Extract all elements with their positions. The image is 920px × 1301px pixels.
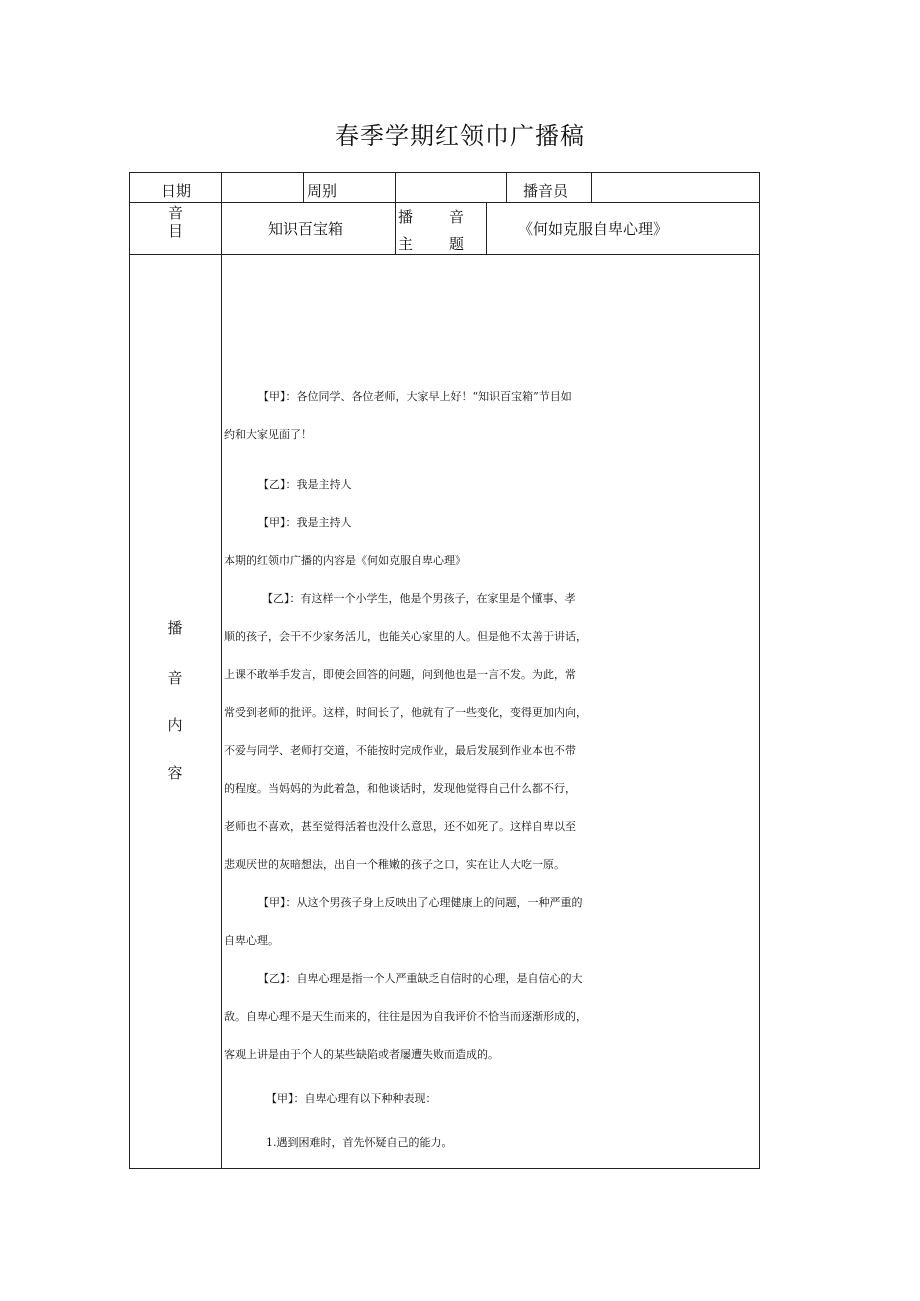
week-value[interactable]: [398, 180, 504, 202]
row-divider-1: [129, 202, 760, 203]
content-label-char-3: 内: [167, 716, 183, 734]
content-line: 【甲】：自卑心理有以下种种表现：: [266, 1092, 437, 1105]
content-line: 老师也不喜欢，甚至觉得活着也没什么意思，还不如死了。这样自卑以至: [224, 820, 576, 833]
date-label: 日期: [161, 182, 192, 200]
theme-label-b: 音: [449, 208, 465, 226]
content-label-char-4: 容: [167, 764, 183, 782]
content-line: 【甲】：我是主持人: [258, 516, 352, 529]
announcer-value[interactable]: [594, 180, 754, 202]
content-line: 本期的红领巾广播的内容是《何如克服自卑心理》: [224, 554, 466, 567]
content-line: 【乙】：自卑心理是指一个人严重缺乏自信时的心理，是自信心的大: [258, 972, 583, 985]
content-line: 悲观厌世的灰暗想法，出自一个稚嫩的孩子之口，实在让人大吃一原。: [224, 858, 565, 871]
program-label-line2: 目: [168, 222, 184, 240]
week-label: 周别: [307, 182, 338, 200]
program-label-line1: 音: [168, 204, 184, 222]
theme-label-c: 主: [398, 235, 414, 253]
content-line: 客观上讲是由于个人的某些缺陷或者屡遭失败而造成的。: [224, 1048, 499, 1061]
content-label-char-1: 播: [167, 619, 183, 637]
col-divider-r1-c: [506, 172, 507, 203]
theme-label-d: 题: [449, 235, 465, 253]
theme-label-a: 播: [398, 208, 414, 226]
announcer-label: 播音员: [523, 182, 569, 200]
content-line: 不爱与同学、老师打交道，不能按时完成作业，最后发展到作业本也不带: [224, 744, 576, 757]
broadcast-content: [224, 378, 760, 1162]
table-border-top: [129, 172, 760, 173]
content-line: 【乙】：我是主持人: [258, 478, 352, 491]
content-line: 敌。自卑心理不是天生而来的，往往是因为自我评价不恰当而逐渐形成的，: [224, 1010, 587, 1023]
content-label-char-2: 音: [167, 669, 183, 687]
content-line: 【甲】：各位同学、各位老师，大家早上好！“知识百宝箱”节目如: [258, 390, 572, 403]
content-line: 的程度。当妈妈的为此着急，和他谈话时，发现他觉得自己什么都不行，: [224, 782, 576, 795]
date-value[interactable]: [224, 180, 304, 202]
content-line: 【甲】：从这个男孩子身上反映出了心理健康上的问题，一种严重的: [258, 896, 583, 909]
content-line: 常受到老师的批评。这样，时间长了，他就有了一些变化，变得更加内向，: [224, 706, 587, 719]
row-divider-2: [129, 254, 760, 255]
content-line: 约和大家见面了！: [224, 428, 312, 441]
col-divider-label: [221, 172, 222, 1169]
content-line: 【乙】：有这样一个小学生，他是个男孩子，在家里是个懂事、孝: [262, 592, 576, 605]
page-title: 春季学期红领巾广播稿: [335, 122, 585, 150]
content-line: 1.遇到困难时，首先怀疑自己的能力。: [266, 1136, 453, 1149]
col-divider-r2-a: [395, 202, 396, 255]
content-line: 自卑心理。: [224, 934, 279, 947]
content-line: 上课不敢举手发言，即使会回答的问题，问到他也是一言不发。为此，常: [224, 668, 576, 681]
col-divider-r2-b: [486, 202, 487, 255]
program-value: 知识百宝箱: [268, 220, 344, 238]
theme-value: 《何如克服自卑心理》: [518, 220, 669, 238]
content-line: 顺的孩子，会干不少家务活儿，也能关心家里的人。但是他不太善于讲话，: [224, 630, 587, 643]
col-divider-r1-b: [395, 172, 396, 203]
table-border-bottom: [129, 1168, 760, 1169]
col-divider-r1-d: [591, 172, 592, 203]
